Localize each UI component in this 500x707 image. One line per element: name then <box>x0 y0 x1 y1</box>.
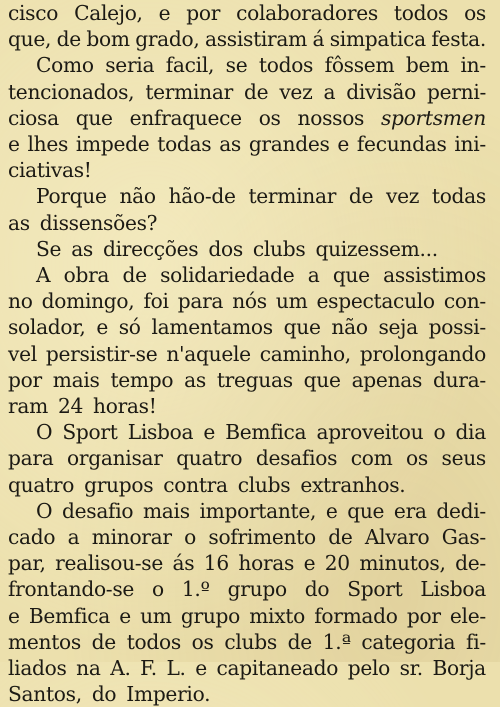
text-line: frontando-se o 1.º grupo do Sport Lisboa <box>8 577 486 602</box>
text-line: e Bemfica e um grupo mixto formado por ele- <box>8 603 486 628</box>
text-line: O desafio mais importante, e que era dedi- <box>36 498 486 523</box>
text-line: tencionados, terminar de vez a divisão perni- <box>8 79 486 104</box>
text-line: quatro grupos contra clubs extranhos. <box>8 472 406 497</box>
text-line: O Sport Lisboa e Bemfica aproveitou o dia <box>36 420 486 445</box>
text-line: Como seria facil, se todos fôssem bem in- <box>36 53 486 78</box>
text-line: as dissensões? <box>8 210 158 235</box>
text-line: cado a minorar o sofrimento de Alvaro Gas- <box>8 525 486 549</box>
text-line: ciosa que enfraquece os nossos sportsmen <box>8 105 486 130</box>
text-line: Porque não hão-de terminar de vez todas <box>36 184 486 209</box>
text-line: por mais tempo as treguas que apenas dura- <box>8 367 486 392</box>
text-line: para organisar quatro desafios com os seus <box>8 446 486 471</box>
text-line: ram 24 horas! <box>8 394 157 418</box>
text-line: vel persistir-se n'aquele caminho, prolongando <box>8 341 486 366</box>
text-line: que, de bom grado, assistiram á simpatica festa. <box>8 27 486 52</box>
text-line: A obra de solidariedade a que assistimos <box>36 263 486 287</box>
text-line: Se as direcções dos clubs quizessem... <box>36 236 438 261</box>
text-line: par, realisou-se ás 16 horas e 20 minutos, de- <box>8 551 486 576</box>
text-line: Santos, do Imperio. <box>8 682 211 707</box>
text-line: liados na A. F. L. e capitaneado pelo sr. Borja <box>8 656 486 680</box>
text-line: mentos de todos os clubs de 1.ª categoria fi- <box>8 629 486 654</box>
text-line: e lhes impede todas as grandes e fecundas ini- <box>8 132 486 156</box>
text-line: cisco Calejo, e por colaboradores todos os <box>8 1 486 25</box>
text-line: solador, e só lamentamos que não seja possi- <box>8 315 486 340</box>
text-line: no domingo, foi para nós um espectaculo con- <box>8 289 486 314</box>
text-line: ciativas! <box>8 158 92 183</box>
